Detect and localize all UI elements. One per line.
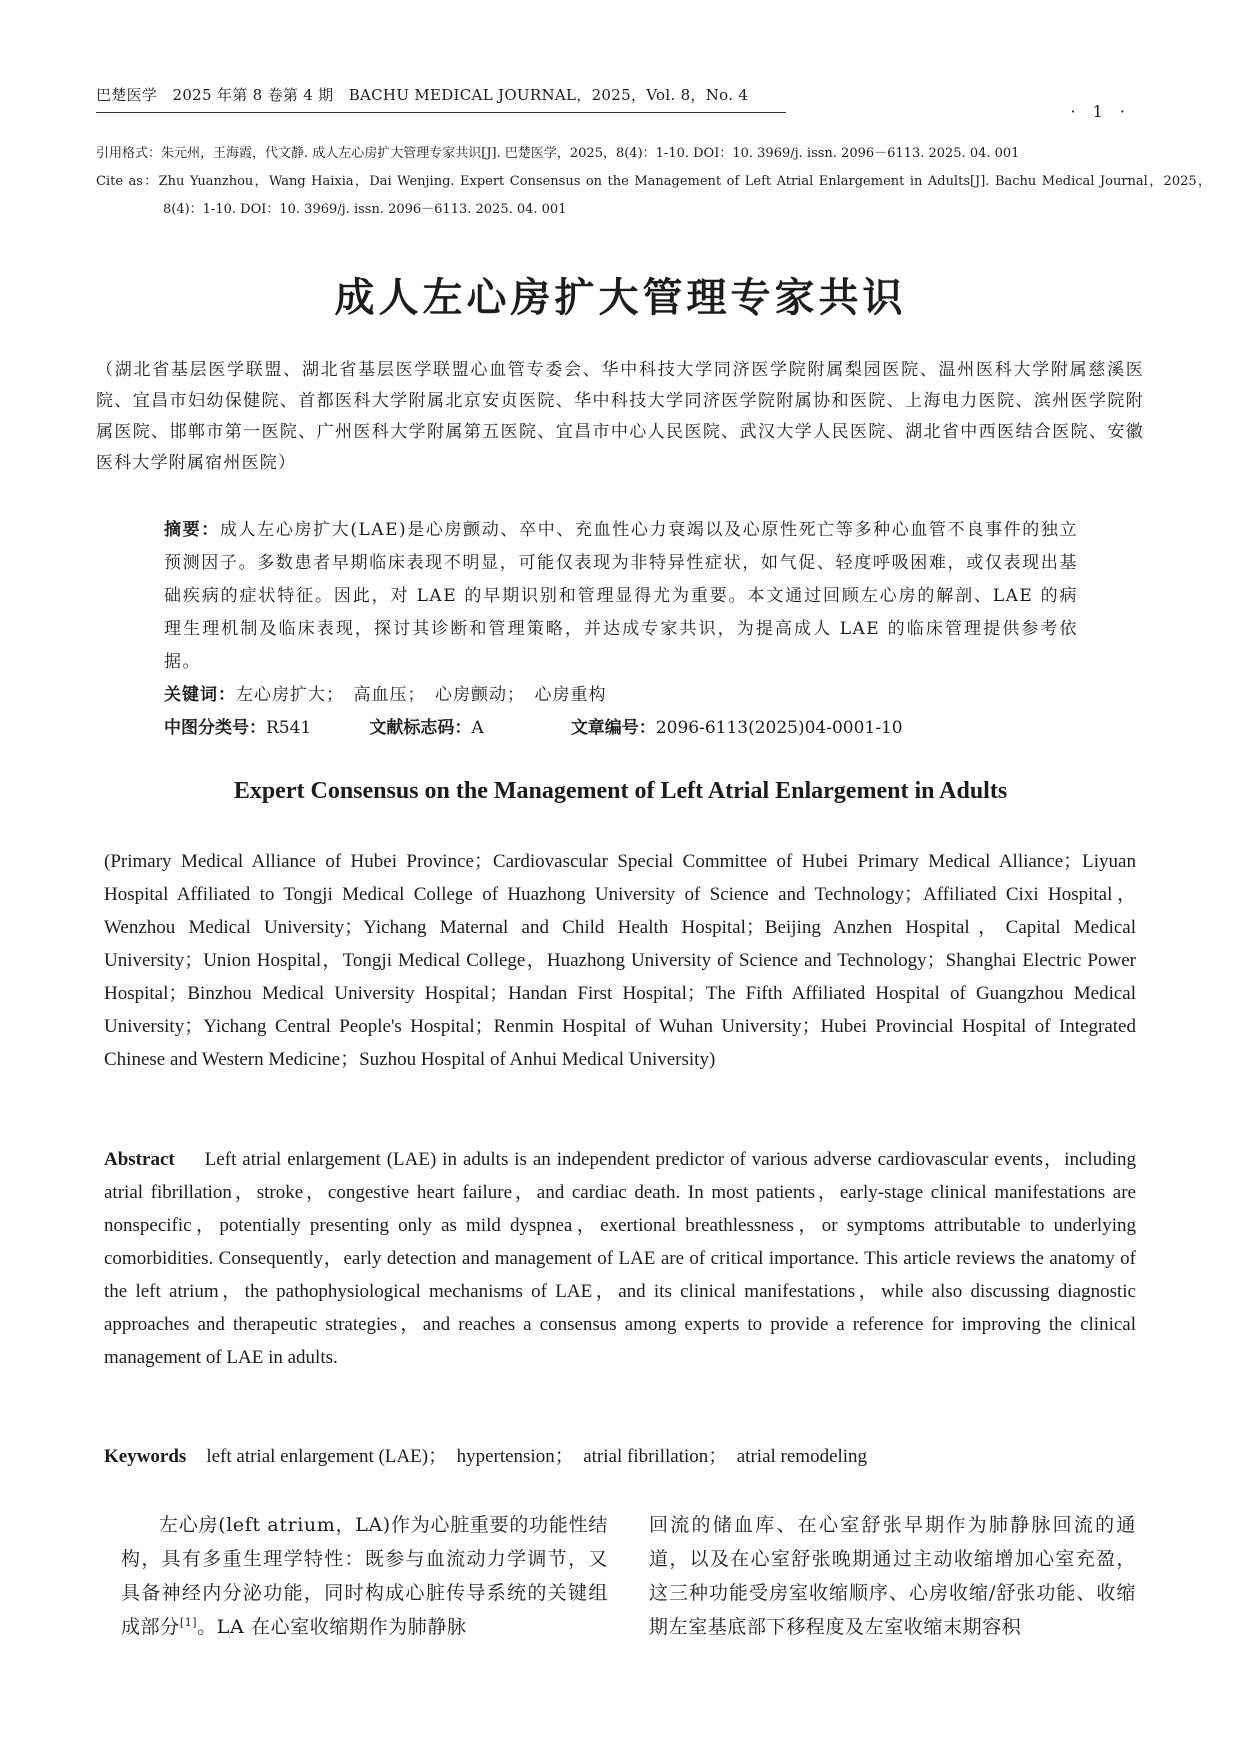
body-column-left (121, 1508, 608, 1644)
clc-number (164, 713, 364, 738)
citation-en: Cite as：Zhu Yuanzhou，Wang Haixia，Dai Wenjing. Expert Consensus on the Management of Left Atrial Enlargement in Adults[J]. Bachu Medical Journal，2025，8(4)：1-10. DOI：10. 3969/j. issn. 2096－6113. 2025. 04. 001 (96, 174, 1211, 217)
keywords-en-label: Keywords (104, 1446, 187, 1467)
body-left-text-cont: 。LA 在心室收缩期作为肺静脉 (197, 1616, 467, 1638)
reference-marker[interactable]: [1] (179, 1616, 198, 1629)
affiliations-en: (Primary Medical Alliance of Hubei Province；Cardiovascular Special Committee of Hubei Primary Medical Alliance；Liyuan Hospital Affiliated to Tongji Medical College of Huazhong University of Science and Technology；Affiliated Cixi Hospital，Wenzhou Medical University；Yichang Maternal and Child Health Hospital；Beijing Anzhen Hospital，Capital Medical University；Union Hospital，Tongji Medical College，Huazhong University of Science and Technology；Shanghai Electric Power Hospital；Binzhou Medical University Hospital；Handan First Hospital；The Fifth Affiliated Hospital of Guangzhou Medical University；Yichang Central People's Hospital；Renmin Hospital of Wuhan University；Hubei Provincial Hospital of Integrated Chinese and Western Medicine；Suzhou Hospital of Anhui Medical University) (104, 851, 1136, 1070)
citation-cn: 引用格式：朱元州，王海霞，代文静. 成人左心房扩大管理专家共识[J]. 巴楚医学，2025，8(4)：1-10. DOI：10. 3969/j. issn. 2096－6113. 2025. 04. 001 (96, 146, 1020, 161)
keywords-cn-label: 关键词： (164, 685, 236, 705)
clc-label: 中图分类号： (164, 718, 266, 738)
body-column-right: 回流的储血库、在心室舒张早期作为肺静脉回流的通道，以及在心室舒张晚期通过主动收缩增加心室充盈，这三种功能受房室收缩顺序、心房收缩/舒张功能、收缩期左室基底部下移程度及左室收缩末期容积 (649, 1514, 1136, 1638)
title-cn: 成人左心房扩大管理专家共识 (334, 275, 907, 321)
running-head: 巴楚医学 2025 年第 8 卷第 4 期 BACHU MEDICAL JOURNAL，2025，Vol. 8，No. 4 (96, 86, 749, 104)
doc-code-label: 文献标志码： (369, 718, 472, 738)
body-left-text: 左心房(left atrium，LA)作为心脏重要的功能性结构，具有多重生理学特性：既参与血流动力学调节，又具备神经内分泌功能，同时构成心脏传导系统的关键组成部分 (121, 1514, 608, 1638)
keywords-en (104, 1441, 1136, 1468)
article-number (571, 713, 903, 738)
doc-code-value: A (471, 718, 484, 738)
header-divider (96, 112, 786, 113)
keywords-cn (164, 680, 607, 705)
abstract-cn-text: 成人左心房扩大(LAE)是心房颤动、卒中、充血性心力衰竭以及心原性死亡等多种心血管不良事件的独立预测因子。多数患者早期临床表现不明显，可能仅表现为非特异性症状，如气促、轻度呼吸困难，或仅表现出基础疾病的症状特征。因此，对 LAE 的早期识别和管理显得尤为重要。本文通过回顾左心房的解剖、LAE 的病理生理机制及临床表现，探讨其诊断和管理策略，并达成专家共识，为提高成人 LAE 的临床管理提供参考依据。 (164, 520, 1079, 672)
abstract-en-label: Abstract (104, 1149, 175, 1170)
keywords-cn-text: 左心房扩大； 高血压； 心房颤动； 心房重构 (236, 685, 607, 705)
clc-value: R541 (266, 718, 312, 738)
article-number-value: 2096-6113(2025)04-0001-10 (655, 718, 903, 738)
title-en: Expert Consensus on the Management of Left Atrial Enlargement in Adults (233, 778, 1008, 804)
document-code (369, 713, 565, 738)
abstract-cn (164, 514, 1078, 679)
keywords-en-text: left atrial enlargement (LAE)； hypertension； atrial fibrillation； atrial remodeling (206, 1446, 868, 1467)
page-number: · 1 · (1070, 102, 1131, 121)
article-number-label: 文章编号： (570, 718, 656, 738)
abstract-en (104, 1143, 1136, 1374)
abstract-en-text: Left atrial enlargement (LAE) in adults is an independent predictor of various adverse cardiovascular events，including atrial fibrillation，stroke，congestive heart failure，and cardiac death. In most patients，early-stage clinical manifestations are nonspecific，potentially presenting only as mild dyspnea，exertional breathlessness，or symptoms attributable to underlying comorbidities. Consequently，early detection and management of LAE are of critical importance. This article reviews the anatomy of the left atrium，the pathophysiological mechanisms of LAE，and its clinical manifestations，while also discussing diagnostic approaches and therapeutic strategies，and reaches a consensus among experts to provide a reference for improving the clinical management of LAE in adults. (104, 1149, 1136, 1368)
affiliations-cn: （湖北省基层医学联盟、湖北省基层医学联盟心血管专委会、华中科技大学同济医学院附属梨园医院、温州医科大学附属慈溪医院、宜昌市妇幼保健院、首都医科大学附属北京安贞医院、华中科技大学同济医学院附属协和医院、上海电力医院、滨州医学院附属医院、邯郸市第一医院、广州医科大学附属第五医院、宜昌市中心人民医院、武汉大学人民医院、湖北省中西医结合医院、安徽医科大学附属宿州医院） (96, 360, 1144, 473)
abstract-cn-label: 摘要： (164, 520, 220, 540)
classification-row (164, 713, 1078, 738)
